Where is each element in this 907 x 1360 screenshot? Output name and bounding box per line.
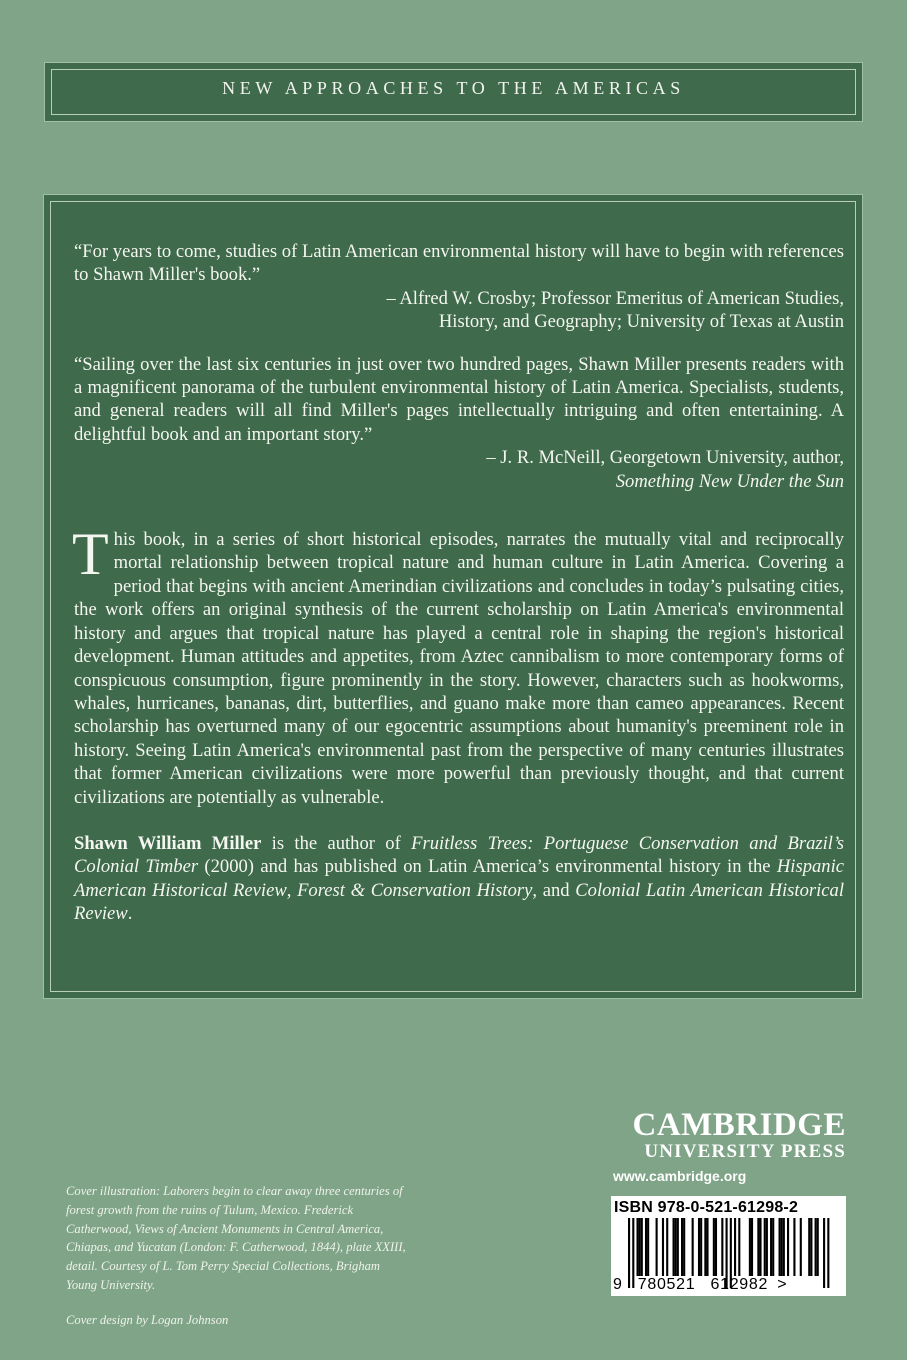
barcode-bar bbox=[759, 1218, 761, 1276]
barcode-bar bbox=[757, 1218, 759, 1276]
barcode-bar bbox=[810, 1218, 812, 1276]
bio-journal: Forest & Conservation History bbox=[297, 879, 533, 901]
barcode-bar bbox=[770, 1218, 772, 1276]
book-description bbox=[72, 521, 844, 809]
barcode-bar bbox=[698, 1218, 700, 1276]
bio-text: (2000) and has published on Latin America’s environmental history in the bbox=[198, 856, 777, 878]
isbn-label: ISBN 978-0-521-61298-2 bbox=[614, 1199, 799, 1216]
bio-journal: Colonial Latin American Historical Review bbox=[74, 879, 844, 925]
design-credit: Cover design by Logan Johnson bbox=[66, 1312, 229, 1327]
barcode-bar bbox=[639, 1218, 641, 1276]
barcode-bar bbox=[647, 1218, 649, 1276]
isbn-barcode bbox=[611, 1196, 846, 1296]
barcode-bar bbox=[781, 1218, 783, 1276]
barcode-bar bbox=[677, 1218, 679, 1276]
barcode-bar bbox=[673, 1218, 675, 1276]
barcode-right-digits: 612982 bbox=[710, 1276, 769, 1293]
main-text-panel bbox=[43, 194, 863, 999]
barcode-left-digits: 780521 bbox=[637, 1276, 696, 1293]
quote-text: “Sailing over the last six centuries in just over two hundred pages, Shawn Miller presents readers with a magnificent panorama of the turbulent environmental history of Latin America. Specialists, students, and general readers will all find Miller's pages intellectually intriguing and often entertaining. A delightful book and an important story.” bbox=[74, 353, 844, 445]
illustration-credit: Cover illustration: Laborers begin to clear away three centuries of forest growth from the ruins of Tulum, Mexico. Frederick Catherwood, Views of Ancient Monuments in Central America, Chiapas, and Yucatan (London: F. Catherwood, 1844), plate XXIII, detail. Courtesy of L. Tom Perry Special Collections, Brigham Young University. bbox=[66, 1184, 406, 1292]
bio-book-title: Fruitless Trees: Portuguese Conservation and Brazil’s Colonial Timber bbox=[74, 832, 844, 878]
barcode-bar bbox=[721, 1218, 723, 1276]
barcode-bar bbox=[783, 1218, 785, 1276]
barcode-bar bbox=[715, 1218, 717, 1276]
barcode-end-mark: > bbox=[777, 1276, 788, 1293]
publisher-url: www.cambridge.org bbox=[613, 1168, 747, 1184]
barcode-bar bbox=[666, 1218, 668, 1276]
quote-attribution-book: Something New Under the Sun bbox=[615, 470, 844, 492]
barcode-bar bbox=[738, 1218, 740, 1276]
quote-attribution: – Alfred W. Crosby; Professor Emeritus of American Studies, bbox=[386, 287, 844, 309]
publisher-logo bbox=[611, 1108, 846, 1184]
barcode-bar bbox=[636, 1218, 638, 1276]
barcode-bar bbox=[645, 1218, 647, 1276]
publisher-subtitle: UNIVERSITY PRESS bbox=[644, 1141, 846, 1162]
barcode-bar bbox=[766, 1218, 768, 1276]
barcode-bar bbox=[704, 1218, 706, 1276]
barcode-bar bbox=[662, 1218, 664, 1276]
barcode-first-digit: 9 bbox=[613, 1276, 623, 1293]
bio-text: is the author of bbox=[261, 832, 412, 854]
series-banner bbox=[44, 62, 863, 122]
panel-content bbox=[74, 240, 844, 926]
author-bio bbox=[74, 832, 844, 926]
barcode-bar bbox=[772, 1218, 774, 1276]
barcode-bar bbox=[681, 1218, 683, 1276]
barcode-bar bbox=[700, 1218, 702, 1276]
endorsement-quote-crosby bbox=[74, 240, 844, 334]
barcode-bar bbox=[749, 1218, 751, 1276]
barcode-bar bbox=[675, 1218, 677, 1276]
barcode-bar bbox=[692, 1218, 694, 1276]
barcode-bar bbox=[808, 1218, 810, 1276]
barcode-bar bbox=[641, 1218, 643, 1276]
drop-cap: T bbox=[72, 521, 109, 588]
barcode-bar bbox=[656, 1218, 658, 1276]
barcode-bar bbox=[779, 1218, 781, 1276]
cover-credits bbox=[66, 1182, 411, 1330]
barcode-bar bbox=[817, 1218, 819, 1276]
barcode-bar bbox=[683, 1218, 685, 1276]
quote-attribution: – J. R. McNeill, Georgetown University, author, bbox=[486, 447, 844, 469]
barcode-bar bbox=[706, 1218, 708, 1276]
bio-journal: Hispanic American Historical Review bbox=[74, 856, 844, 901]
bio-text: , bbox=[286, 879, 298, 901]
bio-text: , and bbox=[532, 879, 576, 901]
author-name: Shawn William Miller bbox=[74, 832, 262, 854]
quote-attribution: History, and Geography; University of Texas at Austin bbox=[438, 311, 844, 333]
barcode-bar bbox=[734, 1218, 736, 1276]
description-text: his book, in a series of short historical episodes, narrates the mutually vital and reciprocally mortal relationship between tropical nature and human culture in Latin America. Covering a period that begins with ancient Amerindian civilizations and concludes in today’s pulsating cities, the work offers an original synthesis of the current scholarship on Latin America's environmental history and argues that tropical nature has played a central role in shaping the region's historical development. Human attitudes and appetites, from Aztec cannibalism to more contemporary forms of conspicuous consumption, figure prominently in the story. However, characters such as hookworms, whales, hurricanes, bananas, dirt, butterflies, and guano make more than cameo appearances. Recent scholarship has overturned many of our egocentric assumptions about humanity's preeminent role in history. Seeing Latin America's environmental past from the perspective of many centuries illustrates that former American civilizations were more powerful than previously thought, and that current civilizations are potentially as vulnerable. bbox=[74, 529, 844, 808]
endorsement-quote-mcneill bbox=[74, 353, 844, 493]
barcode-bar bbox=[787, 1218, 789, 1276]
barcode-bar bbox=[713, 1218, 715, 1276]
barcode-bar bbox=[793, 1218, 795, 1276]
barcode-digits bbox=[613, 1276, 845, 1294]
publisher-name: CAMBRIDGE bbox=[632, 1107, 846, 1143]
series-title: NEW APPROACHES TO THE AMERICAS bbox=[222, 78, 685, 98]
barcode-bar bbox=[815, 1218, 817, 1276]
barcode-bar bbox=[764, 1218, 766, 1276]
quote-text: “For years to come, studies of Latin American environmental history will have to begin with references to Shawn Miller's book.” bbox=[74, 241, 844, 286]
barcode-bar bbox=[751, 1218, 753, 1276]
bio-text: . bbox=[127, 903, 133, 925]
barcode-bar bbox=[800, 1218, 802, 1276]
